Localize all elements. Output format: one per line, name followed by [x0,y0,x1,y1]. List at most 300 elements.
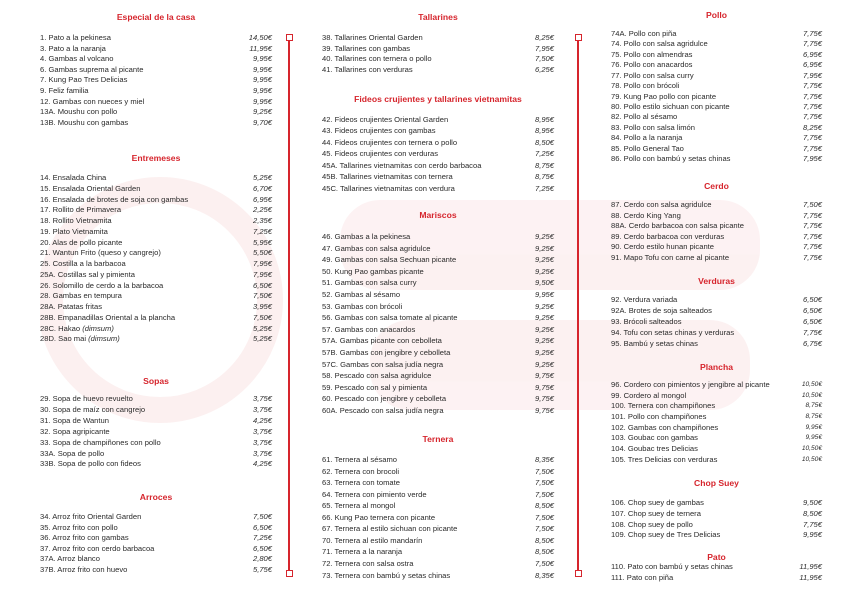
menu-item [40,438,272,449]
menu-item [322,371,554,382]
menu-item-price: 7,75€ [802,133,822,143]
menu-item-price: 8,75€ [534,160,554,170]
menu-item-name [40,281,163,292]
menu-item-name-text: 92. Verdura variada [611,295,678,304]
menu-item [322,149,554,160]
menu-item-price: 9,50€ [802,498,822,507]
menu-item-price: 8,35€ [534,570,554,580]
menu-item-name [40,216,112,227]
menu-item [611,509,822,520]
menu-item [322,115,554,126]
menu-item-price: 9,25€ [534,266,554,276]
menu-item-name-text: 14. Ensalada China [40,173,107,182]
menu-item-price: 9,95€ [805,434,822,442]
menu-item-name-text: 59. Pescado con sal y pimienta [322,382,428,392]
menu-item-name-text: 79. Kung Pao pollo con picante [611,91,717,101]
menu-item [40,512,272,523]
menu-item-price: 7,75€ [802,210,822,220]
menu-item-name [40,324,114,335]
menu-item-price: 10,50€ [801,391,822,399]
menu-item-name-text: 82. Pollo al sésamo [611,112,678,122]
menu-item-price: 4,25€ [252,415,272,425]
menu-item-name-text: 60. Pescado con jengibre y cebolleta [322,394,447,404]
menu-item-price: 5,75€ [252,565,272,574]
menu-item-name-text: 89. Cerdo barbacoa con verduras [611,231,725,241]
menu-item-name [40,394,133,405]
menu-item-price: 9,25€ [252,107,272,117]
menu-item-name [40,227,108,238]
menu-item-name [322,290,400,301]
menu-item-name-text: 83. Pollo con salsa limón [611,122,695,132]
section-title: Entremeses [131,153,181,163]
menu-item-name-text: 57. Gambas con anacardos [322,324,416,334]
menu-item [40,97,272,108]
menu-item-price: 10,50€ [801,381,822,388]
menu-item-name-text: 103. Goubac con gambas [611,433,698,443]
menu-item [40,107,272,118]
menu-item [322,302,554,313]
menu-item-name-text: 13B. Moushu con gambas [40,117,129,127]
menu-item [322,33,554,44]
menu-item-name [40,449,104,460]
column-divider-right [577,37,579,573]
section-title: Cerdo [704,181,729,191]
menu-item-name-text: 6. Gambas suprema al picante [40,64,144,74]
menu-item-price: 8,50€ [534,535,554,545]
menu-item-price: 7,95€ [802,70,822,80]
menu-item-name [40,544,154,555]
menu-item [611,133,822,144]
menu-item-name-text: 76. Pollo con anacardos [611,60,693,70]
menu-item-name-text: 72. Ternera con salsa ostra [322,558,414,568]
section-title: Ternera [422,434,454,444]
menu-item-price: 7,50€ [802,200,822,209]
menu-item-name-text: 37B. Arroz frito con huevo [40,565,128,574]
menu-item-name [40,65,143,76]
menu-item-name [40,195,188,206]
menu-item-name-text: 62. Ternera con brocoli [322,466,400,476]
menu-item-name-text: 64. Ternera con pimiento verde [322,489,427,499]
section-title: Verduras [698,276,735,286]
menu-item [611,60,822,71]
menu-item-name [611,509,701,520]
menu-item [322,313,554,324]
menu-item-name [322,115,448,126]
section-title: Pato [707,552,726,562]
menu-item-price: 5,50€ [252,248,272,258]
menu-item [322,325,554,336]
menu-item-name [322,501,395,512]
menu-item-name-text: 46. Gambas a la pekinesa [322,232,411,241]
menu-item-price: 3,75€ [252,404,272,414]
menu-item-price: 14,50€ [248,33,272,42]
menu-item-price: 7,25€ [252,533,272,543]
menu-item-price: 10,50€ [801,444,822,452]
menu-item-name [611,530,720,541]
menu-item-name-text: 34. Arroz frito Oriental Garden [40,512,142,521]
menu-item-price: 7,95€ [252,269,272,279]
menu-item-price: 11,95€ [799,562,822,571]
menu-item-price: 9,25€ [534,301,554,311]
menu-item-name-text: 104. Goubac tres Delicias [611,443,698,453]
menu-item-name-text: 28D. Sao mai [40,334,87,344]
menu-item-price: 7,50€ [534,54,554,64]
menu-item-price: 6,50€ [252,543,272,553]
menu-item-name-text: 90. Cerdo estilo hunan picante [611,242,715,251]
menu-item-name [322,524,457,535]
menu-item-name-text: 28A. Patatas fritas [40,302,103,311]
menu-item-price: 7,75€ [802,231,822,241]
menu-item [611,401,822,412]
section-title: Tallarines [418,12,458,22]
menu-item-name [611,380,770,391]
menu-item-name [611,339,698,350]
menu-item-name-text: 61. Ternera al sésamo [322,455,397,464]
menu-item-name [322,571,450,582]
menu-item-name-text: 1. Pato a la pekinesa [40,33,111,42]
menu-item [322,290,554,301]
menu-item-price: 7,95€ [252,259,272,268]
menu-item-name [322,149,438,160]
section-title: Chop Suey [694,478,739,488]
menu-item-price: 8,95€ [534,126,554,136]
menu-item-name-text: 42. Fideos crujientes Oriental Garden [322,115,449,124]
menu-item-name [322,161,481,172]
menu-item [322,65,554,76]
menu-item-price: 9,25€ [534,313,554,323]
menu-item-name-text: 75. Pollo con almendras [611,49,693,59]
menu-item [611,317,822,328]
menu-item-name-text: 88A. Cerdo barbacoa con salsa picante [611,221,744,230]
menu-item-name-text: 85. Pollo General Tao [611,143,684,153]
menu-item-name [611,391,686,402]
menu-item-price: 5,25€ [252,334,272,344]
menu-item [611,380,822,391]
menu-item-name-text: 41. Tallarines con verduras [322,64,413,74]
menu-item-name-text: 49. Gambas con salsa Sechuan picante [322,255,457,265]
menu-item-name-text: 45B. Tallarines vietnamitas con ternera [322,172,453,182]
menu-item-price: 8,75€ [534,172,554,182]
menu-item-name [322,244,430,255]
menu-item-name [40,302,102,313]
menu-item [611,498,822,509]
menu-item-name [611,412,706,423]
menu-item-name [40,405,145,416]
menu-item [611,455,822,466]
menu-item-name-text: 43. Fideos crujientes con gambas [322,126,436,136]
menu-item-name [40,554,100,565]
menu-item-price: 7,25€ [252,226,272,236]
menu-item [40,313,272,324]
section-title: Fideos crujientes y tallarines vietnamitas [354,94,522,104]
menu-item [322,467,554,478]
menu-item-price: 7,50€ [534,478,554,488]
menu-item [322,524,554,535]
menu-item-name [322,336,442,347]
menu-item-note: (dimsum) [82,323,114,333]
menu-item-name [322,478,400,489]
menu-item-price: 7,50€ [534,512,554,522]
menu-item-name [322,184,455,195]
menu-item-name-text: 53. Gambas con brócoli [322,301,403,311]
menu-item-name [611,232,724,243]
menu-item-name-text: 40. Tallarines con ternera o pollo [322,54,432,64]
menu-item-name-text: 35. Arroz frito con pollo [40,522,118,532]
menu-item [40,324,272,335]
menu-item-price: 10,50€ [801,455,822,463]
menu-item-name [322,325,415,336]
menu-item [611,328,822,339]
menu-item-name [611,242,714,253]
menu-item-name-text: 45A. Tallarines vietnamitas con cerdo barbacoa [322,160,482,170]
menu-item-name [322,406,444,417]
menu-item-name-text: 21. Wantun Frito (queso y cangrejo) [40,248,161,258]
menu-item-name-text: 50. Kung Pao gambas picante [322,266,424,276]
menu-item [611,339,822,350]
menu-item-price: 9,25€ [534,348,554,357]
menu-item-name-text: 110. Pato con bambú y setas chinas [611,562,733,571]
menu-item-name-text: 91. Mapo Tofu con carne al picante [611,252,730,262]
menu-item [40,291,272,302]
menu-item [611,92,822,103]
menu-item [611,221,822,232]
menu-item-name [40,259,126,270]
menu-item-name-text: 9. Feliz familia [40,86,89,95]
menu-item [40,118,272,129]
menu-item-name [611,498,704,509]
menu-item-price: 5,95€ [252,237,272,247]
menu-item-name [40,438,161,449]
menu-item [611,433,822,444]
menu-item-price: 7,75€ [802,327,822,337]
menu-item-price: 6,50€ [802,316,822,326]
menu-item-name-text: 51. Gambas con salsa curry [322,278,417,288]
menu-item-name [322,33,423,44]
menu-item-name-text: 67. Ternera al estilo sichuan con picante [322,524,458,534]
menu-item-name [322,455,397,466]
menu-item-name-text: 18. Rollito Vietnamita [40,216,112,225]
menu-item-name [322,536,422,547]
menu-item-name-text: 92A. Brotes de soja salteados [611,305,712,315]
column-divider-left [288,37,290,573]
menu-item-price: 9,75€ [534,406,554,415]
menu-item-name [40,54,113,65]
menu-item-name-text: 86. Pollo con bambú y setas chinas [611,154,731,164]
menu-item [611,391,822,402]
menu-item [40,216,272,227]
menu-item-name-text: 96. Cordero con pimientos y jengibre al picante [611,380,770,389]
section-title: Arroces [139,492,173,502]
menu-item-price: 7,50€ [534,524,554,534]
menu-item-name [322,313,458,324]
menu-item-name [40,334,120,345]
menu-item-name [40,523,118,534]
menu-item-name-text: 17. Rollito de Primavera [40,205,122,215]
menu-item [611,81,822,92]
menu-item-name [322,383,427,394]
menu-item [40,459,272,470]
menu-item [40,33,272,44]
menu-item-price: 9,95€ [252,75,272,85]
menu-item [40,334,272,345]
menu-item-name-text: 52. Gambas al sésamo [322,290,401,299]
menu-item-name [611,144,684,155]
menu-item-name-text: 74A. Pollo con piña [611,29,677,38]
menu-item-name-text: 30. Sopa de maíz con cangrejo [40,404,146,414]
menu-item-name [322,490,427,501]
menu-item [611,423,822,434]
menu-item [322,478,554,489]
menu-item-name [40,291,122,302]
menu-item [322,278,554,289]
menu-item-name-text: 28. Gambas en tempura [40,291,122,301]
menu-item-name-text: 77. Pollo con salsa curry [611,70,694,80]
menu-item-price: 6,95€ [802,49,822,59]
menu-item-price: 5,25€ [252,173,272,182]
menu-item-name-text: 20. Alas de pollo picante [40,237,123,247]
menu-item-name [611,92,716,103]
menu-item-price: 9,70€ [252,117,272,127]
menu-item [322,536,554,547]
section-title: Sopas [143,376,169,386]
menu-item-price: 7,95€ [534,43,554,53]
menu-item [611,295,822,306]
menu-item-price: 6,50€ [802,295,822,304]
menu-item [322,571,554,582]
menu-item-price: 7,95€ [802,154,822,164]
menu-item [611,154,822,165]
menu-item [611,306,822,317]
menu-item-name [40,107,117,118]
menu-item-name [611,520,693,531]
menu-item-price: 9,95€ [252,54,272,64]
menu-item-price: 7,75€ [802,39,822,49]
menu-item-name [40,533,129,544]
menu-item-price: 3,75€ [252,394,272,403]
menu-item-name-text: 13A. Moushu con pollo [40,107,118,117]
menu-item-name [322,138,457,149]
menu-item-name [322,267,424,278]
menu-item [322,138,554,149]
menu-item [40,238,272,249]
menu-item [40,65,272,76]
menu-item-name [322,172,453,183]
menu-item [322,184,554,195]
menu-item-name-text: 45. Fideos crujientes con verduras [322,149,439,159]
menu-item-name-text: 33A. Sopa de pollo [40,448,105,458]
menu-item-name-text: 74. Pollo con salsa agridulce [611,39,708,49]
menu-item [611,253,822,264]
menu-item-name [322,44,410,55]
menu-item [40,270,272,281]
menu-item-name [40,75,127,86]
menu-item [611,200,822,211]
menu-item-name [322,547,402,558]
menu-item-name-text: 95. Bambú y setas chinas [611,338,698,348]
menu-item [322,559,554,570]
menu-item-name-text: 65. Ternera al mongol [322,501,396,511]
menu-item-name-text: 31. Sopa de Wantun [40,415,109,425]
menu-item [611,444,822,455]
menu-item-name [611,573,673,584]
menu-item-price: 9,75€ [534,371,554,381]
menu-item [322,336,554,347]
menu-item-price: 6,50€ [252,522,272,532]
menu-item [611,520,822,531]
menu-item-name [322,467,399,478]
menu-item-price: 7,50€ [252,312,272,322]
menu-item [40,86,272,97]
menu-item [611,530,822,541]
menu-item [322,255,554,266]
menu-item-price: 7,50€ [534,558,554,568]
menu-item [322,244,554,255]
menu-item-name [611,328,734,339]
menu-item-price: 6,50€ [252,280,272,290]
menu-item-name-text: 84. Pollo a la naranja [611,133,683,143]
menu-item-name-text: 33B. Sopa de pollo con fideos [40,459,141,469]
menu-item-name-text: 4. Gambas al volcano [40,54,114,64]
menu-item-price: 3,75€ [252,448,272,458]
menu-item-name [322,255,456,266]
menu-item-name [40,33,111,44]
menu-item-name-text: 66. Kung Pao ternera con picante [322,512,436,522]
menu-item-name-text: 109. Chop suey de Tres Delicias [611,530,721,540]
menu-item-name-text: 3. Pato a la naranja [40,43,106,53]
menu-item [322,54,554,65]
menu-item-name [322,394,446,405]
menu-item [611,102,822,113]
menu-item-name [611,50,692,61]
menu-item-price: 7,75€ [802,143,822,153]
menu-item-price: 7,75€ [802,112,822,122]
menu-item-name-text: 25. Costilla a la barbacoa [40,259,126,268]
menu-item-name-text: 94. Tofu con setas chinas y verduras [611,327,735,337]
menu-item [611,242,822,253]
menu-item-price: 7,50€ [534,489,554,499]
menu-item-name-text: 37A. Arroz blanco [40,554,100,564]
menu-item-name [322,232,410,243]
menu-item-price: 7,75€ [802,91,822,101]
menu-item-name [611,29,676,40]
menu-item-price: 9,95€ [252,86,272,95]
menu-item [40,394,272,405]
menu-item-price: 9,95€ [802,530,822,540]
menu-item-name-text: 37. Arroz frito con cerdo barbacoa [40,543,155,553]
menu-item-name [40,173,106,184]
menu-item [322,406,554,417]
menu-item-name [611,154,730,165]
menu-item-price: 3,75€ [252,437,272,447]
menu-item [322,547,554,558]
menu-item [40,248,272,259]
menu-item-price: 8,25€ [534,33,554,42]
menu-item [40,405,272,416]
menu-item-price: 9,75€ [534,382,554,392]
menu-item-price: 7,25€ [534,183,554,193]
menu-item-name-text: 26. Solomillo de cerdo a la barbacoa [40,280,164,290]
menu-item-price: 8,75€ [805,412,822,420]
menu-item [322,490,554,501]
menu-item-name-text: 101. Pollo con champiñones [611,411,707,421]
menu-item [611,112,822,123]
menu-item [40,523,272,534]
menu-item [40,565,272,576]
menu-item-name-text: 16. Ensalada de brotes de soja con gambas [40,194,189,204]
menu-item [40,302,272,313]
menu-item-price: 3,95€ [252,302,272,311]
menu-item-name [40,512,141,523]
